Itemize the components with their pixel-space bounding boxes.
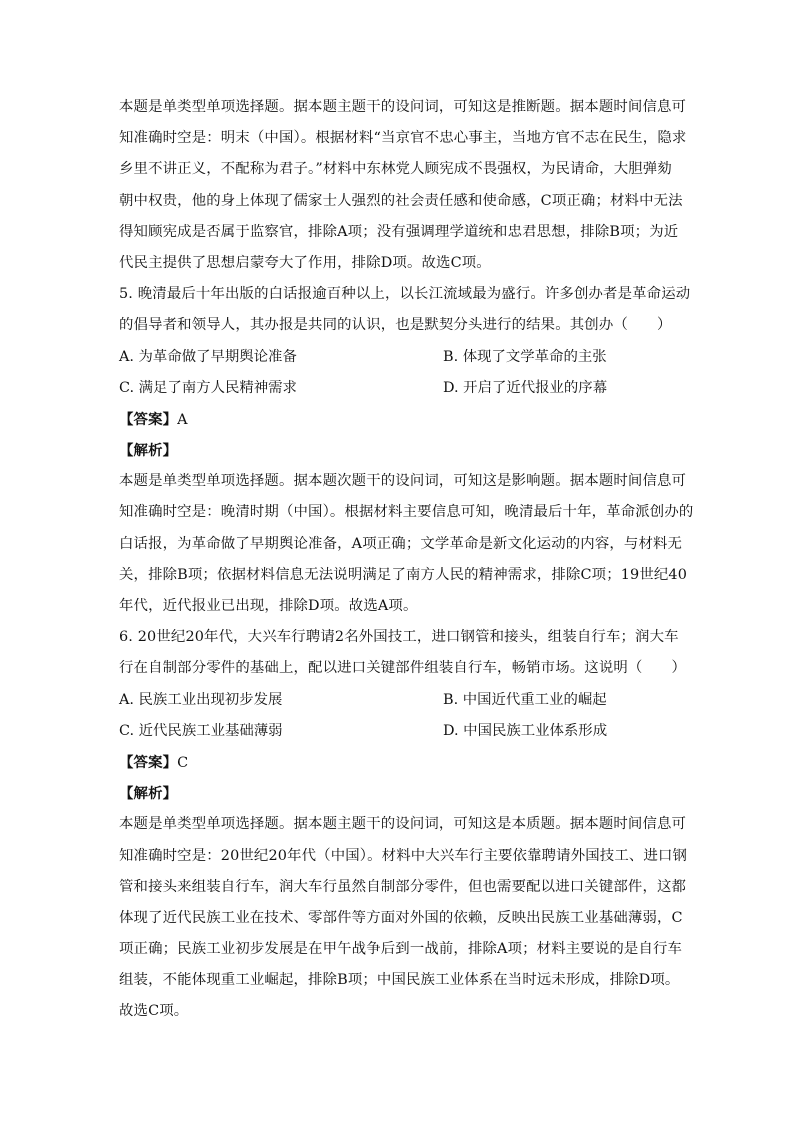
question-stem: 行在自制部分零件的基础上，配以进口关键部件组装自行车，畅销市场。这说明（ ）: [119, 660, 687, 677]
document-page: [119, 92, 694, 1028]
analysis-heading: [119, 435, 679, 466]
analysis-label: 【解析】: [119, 442, 178, 460]
option-d: D. 开启了近代报业的序幕: [443, 379, 608, 396]
question-5: [119, 279, 694, 622]
question-stem: 6. 20世纪20年代，大兴车行聘请2名外国技工，进口钢管和接头，组装自行车；润大车: [119, 629, 679, 646]
text-line: 代民主提供了思想启蒙夸大了作用，排除D项。故选C项。: [119, 254, 491, 271]
text-line: 得知顾宪成是否属于监察官，排除A项；没有强调理学道统和忠君思想，排除B项；为近: [119, 223, 679, 240]
option-b: B. 体现了文学革命的主张: [443, 348, 607, 365]
option-b: B. 中国近代重工业的崛起: [443, 691, 607, 708]
answer: [119, 404, 679, 435]
text-line: 乡里不讲正义，不配称为君子。”材料中东林党人顾宪成不畏强权，为民请命，大胆弹劾: [119, 161, 672, 178]
text-line: 体现了近代民族工业在技术、零部件等方面对外国的依赖，反映出民族工业基础薄弱，C: [119, 909, 683, 926]
option-a: A. 为革命做了早期舆论准备: [119, 348, 297, 365]
answer: [119, 747, 679, 778]
text-line: 关，排除B项；依据材料信息无法说明满足了南方人民的精神需求，排除C项；19世纪40: [119, 566, 688, 583]
option-c: C. 满足了南方人民精神需求: [119, 379, 297, 396]
options-row: [119, 373, 679, 404]
text-line: 组装，不能体现重工业崛起，排除B项；中国民族工业体系在当时远未形成，排除D项。: [119, 972, 680, 989]
text-line: 白话报，为革命做了早期舆论准备，A项正确；文学革命是新文化运动的内容，与材料无: [119, 535, 683, 552]
options-row: [119, 342, 679, 373]
text-line: 年代，近代报业已出现，排除D项。故选A项。: [119, 598, 418, 614]
question-stem: 的倡导者和领导人，其办报是共同的认识，也是默契分头进行的结果。其创办（ ）: [119, 317, 672, 334]
analysis-label: 【解析】: [119, 785, 178, 803]
intro-analysis: [119, 92, 687, 279]
text-line: 故选C项。: [119, 1003, 189, 1020]
question-6: [119, 622, 688, 1027]
answer-label: 【答案】: [119, 410, 178, 428]
text-line: 本题是单类型单项选择题。据本题主题干的设问词，可知这是本质题。据本题时间信息可: [119, 816, 687, 833]
options-row: [119, 685, 679, 716]
text-line: 朝中权贵，他的身上体现了儒家士人强烈的社会责任感和使命感，C项正确；材料中无法: [119, 192, 683, 209]
answer-label: 【答案】: [119, 753, 178, 771]
answer-value: A: [177, 411, 188, 428]
text-line: 本题是单类型单项选择题。据本题主题干的设问词，可知这是推断题。据本题时间信息可: [119, 99, 687, 115]
text-line: 知准确时空是：晚清时期（中国）。根据材料主要信息可知，晚清最后十年，革命派创办的: [119, 504, 694, 521]
option-d: D. 中国民族工业体系形成: [443, 722, 608, 739]
analysis-heading: [119, 778, 679, 809]
option-a: A. 民族工业出现初步发展: [119, 691, 283, 708]
text-line: 知准确时空是：20世纪20年代（中国）。材料中大兴车行主要依靠聘请外国技工、进口钢: [119, 847, 688, 864]
text-line: 知准确时空是：明末（中国）。根据材料“当京官不忠心事主，当地方官不志在民生，隐求: [119, 130, 687, 147]
option-c: C. 近代民族工业基础薄弱: [119, 722, 283, 739]
options-row: [119, 716, 679, 747]
text-line: 本题是单类型单项选择题。据本题次题干的设问词，可知这是影响题。据本题时间信息可: [119, 473, 687, 490]
answer-value: C: [177, 754, 189, 771]
text-line: 管和接头来组装自行车，润大车行虽然自制部分零件，但也需要配以进口关键部件，这都: [119, 878, 687, 895]
text-line: 项正确；民族工业初步发展是在甲午战争后到一战前，排除A项；材料主要说的是自行车: [119, 941, 683, 958]
question-stem: 5. 晚清最后十年出版的白话报逾百种以上，以长江流域最为盛行。许多创办者是革命运动: [119, 286, 691, 303]
